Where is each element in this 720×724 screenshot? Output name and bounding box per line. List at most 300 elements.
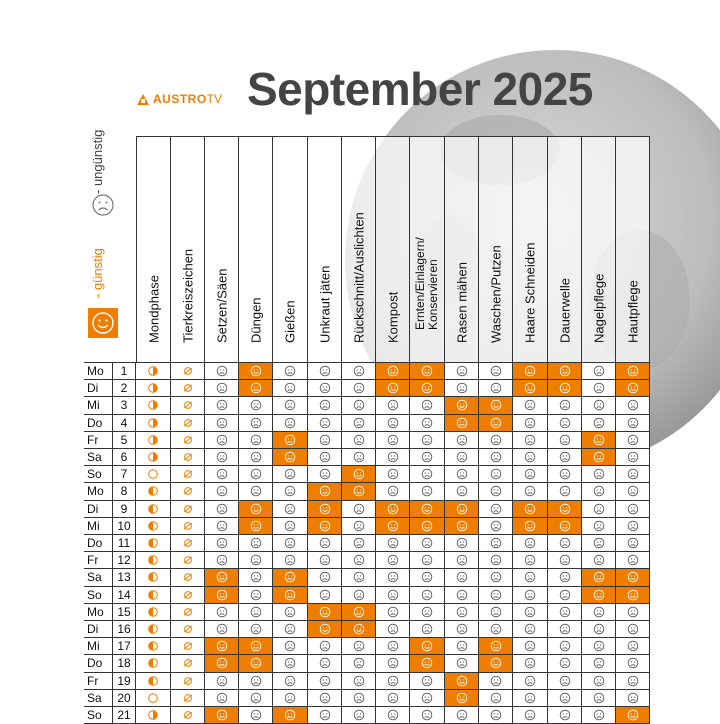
smiley-happy-icon: [376, 518, 410, 535]
smiley-happy-icon: [410, 363, 445, 380]
column-header-label: Nagelpflege: [591, 273, 606, 343]
smiley-sad-icon: [273, 690, 308, 707]
smiley-sad-icon: [445, 569, 479, 586]
smiley-sad-icon: [513, 449, 548, 466]
column-header-10: [445, 136, 479, 362]
page-title: September 2025: [247, 63, 593, 115]
smiley-sad-icon: [410, 673, 445, 690]
smiley-happy-icon: [445, 690, 479, 707]
column-header-6: [308, 136, 342, 362]
row-day-number: 1: [113, 363, 136, 380]
smiley-sad-icon: [513, 415, 548, 432]
smiley-sad-icon: [616, 415, 650, 432]
smiley-sad-icon: [376, 655, 410, 672]
smiley-sad-icon: [308, 638, 342, 655]
smiley-happy-icon: [205, 587, 239, 604]
column-header-label: Düngen: [248, 297, 263, 343]
smiley-sad-icon: [445, 621, 479, 638]
smiley-sad-icon: [342, 638, 376, 655]
legend-favorable-swatch: [88, 308, 118, 338]
cancer-icon: [171, 655, 205, 672]
column-header-label: Tierkreiszeichen: [180, 248, 195, 343]
smiley-happy-icon: [376, 380, 410, 397]
row-weekday: So: [84, 707, 113, 724]
smiley-happy-icon: [513, 380, 548, 397]
capricorn-icon: [171, 432, 205, 449]
smiley-sad-icon: [342, 432, 376, 449]
smiley-sad-icon: [582, 415, 616, 432]
smiley-sad-icon: [205, 449, 239, 466]
smiley-sad-icon: [376, 707, 410, 724]
smiley-sad-icon: [205, 483, 239, 500]
brand-name-tv: TV: [206, 92, 223, 106]
moon-phase-waning-icon: [136, 518, 171, 535]
smiley-happy-icon: [239, 363, 273, 380]
row-day-number: 2: [113, 380, 136, 397]
gemini-icon: [171, 621, 205, 638]
smiley-sad-icon: [342, 655, 376, 672]
smiley-sad-icon: [205, 535, 239, 552]
moon-phase-waning-icon: [136, 621, 171, 638]
cancer-icon: [171, 638, 205, 655]
smiley-sad-icon: [445, 604, 479, 621]
smiley-sad-icon: [273, 380, 308, 397]
smiley-sad-icon: [308, 690, 342, 707]
row-weekday: Do: [84, 415, 113, 432]
smiley-sad-icon: [548, 483, 582, 500]
smiley-sad-icon: [582, 466, 616, 483]
smiley-happy-icon: [582, 432, 616, 449]
smiley-happy-icon: [239, 518, 273, 535]
smiley-sad-icon: [582, 380, 616, 397]
moon-phase-waning-icon: [136, 638, 171, 655]
sagittarius-icon: [171, 415, 205, 432]
smiley-sad-icon: [308, 449, 342, 466]
smiley-sad-icon: [410, 552, 445, 569]
smiley-happy-icon: [239, 638, 273, 655]
smiley-sad-icon: [342, 449, 376, 466]
row-weekday: Sa: [84, 690, 113, 707]
smiley-sad-icon: [239, 552, 273, 569]
smiley-happy-icon: [205, 707, 239, 724]
row-weekday: Mi: [84, 638, 113, 655]
smiley-happy-icon: [410, 655, 445, 672]
smiley-sad-icon: [513, 535, 548, 552]
smiley-sad-icon: [445, 432, 479, 449]
smiley-sad-icon: [273, 501, 308, 518]
smiley-sad-icon: [445, 380, 479, 397]
smiley-sad-icon: [410, 707, 445, 724]
smiley-happy-icon: [410, 518, 445, 535]
smiley-sad-icon: [513, 432, 548, 449]
smiley-sad-icon: [342, 587, 376, 604]
smiley-happy-icon: [308, 518, 342, 535]
smiley-sad-icon: [273, 638, 308, 655]
smiley-sad-icon: [205, 552, 239, 569]
smiley-sad-icon: [342, 415, 376, 432]
row-day-number: 14: [113, 587, 136, 604]
smiley-sad-icon: [616, 655, 650, 672]
smiley-sad-icon: [548, 604, 582, 621]
column-header-label: Kompost: [385, 291, 400, 343]
smiley-happy-icon: [616, 707, 650, 724]
smiley-sad-icon: [376, 415, 410, 432]
smiley-sad-icon: [513, 604, 548, 621]
virgo-icon: [171, 707, 205, 724]
row-day-number: 17: [113, 638, 136, 655]
smiley-sad-icon: [342, 518, 376, 535]
smiley-sad-icon: [582, 673, 616, 690]
smiley-sad-icon: [308, 587, 342, 604]
smiley-sad-icon: [616, 466, 650, 483]
smiley-happy-icon: [548, 501, 582, 518]
smiley-happy-icon: [342, 621, 376, 638]
smiley-happy-icon: [479, 397, 513, 414]
smiley-sad-icon: [513, 638, 548, 655]
column-header-9: [410, 136, 445, 362]
smiley-sad-icon: [445, 466, 479, 483]
row-day-number: 20: [113, 690, 136, 707]
smiley-sad-icon: [513, 655, 548, 672]
smiley-sad-icon: [479, 707, 513, 724]
smiley-sad-icon: [410, 604, 445, 621]
smiley-sad-icon: [205, 363, 239, 380]
scorpio-icon: [171, 380, 205, 397]
moon-phase-waning-icon: [136, 655, 171, 672]
smiley-sad-icon: [548, 673, 582, 690]
moon-phase-waxing-icon: [136, 432, 171, 449]
aquarius-icon: [171, 466, 205, 483]
smiley-sad-icon: [548, 397, 582, 414]
column-header-label: Hautpflege: [625, 280, 640, 343]
smiley-sad-icon: [479, 363, 513, 380]
smiley-sad-icon: [239, 466, 273, 483]
row-day-number: 6: [113, 449, 136, 466]
moon-phase-waning-icon: [136, 604, 171, 621]
smiley-sad-icon: [548, 552, 582, 569]
smiley-sad-icon: [376, 397, 410, 414]
moon-phase-waning-icon: [136, 552, 171, 569]
smiley-happy-icon: [376, 501, 410, 518]
row-weekday: Fr: [84, 432, 113, 449]
smiley-sad-icon: [205, 518, 239, 535]
column-header-14: [582, 136, 616, 362]
row-weekday: Do: [84, 655, 113, 672]
smiley-sad-icon: [308, 415, 342, 432]
smiley-sad-icon: [548, 638, 582, 655]
smiley-sad-icon: [479, 673, 513, 690]
row-day-number: 10: [113, 518, 136, 535]
smiley-sad-icon: [239, 707, 273, 724]
moon-phase-waxing-icon: [136, 397, 171, 414]
smiley-sad-icon: [582, 552, 616, 569]
smiley-happy-icon: [513, 501, 548, 518]
smiley-sad-icon: [239, 432, 273, 449]
smiley-happy-icon: [239, 380, 273, 397]
moon-phase-waning-icon: [136, 501, 171, 518]
smiley-sad-icon: [205, 415, 239, 432]
smiley-sad-icon: [342, 363, 376, 380]
smiley-sad-icon: [582, 604, 616, 621]
smiley-sad-icon: [513, 673, 548, 690]
smiley-sad-icon: [513, 690, 548, 707]
smiley-sad-icon: [410, 535, 445, 552]
smiley-happy-icon: [342, 466, 376, 483]
row-day-number: 21: [113, 707, 136, 724]
smiley-sad-icon: [308, 535, 342, 552]
smiley-sad-icon: [376, 690, 410, 707]
smiley-sad-icon: [239, 621, 273, 638]
smiley-sad-icon: [548, 690, 582, 707]
smiley-sad-icon: [239, 673, 273, 690]
legend-unfavorable-label: - ungünstig: [90, 129, 105, 194]
smiley-sad-icon: [548, 655, 582, 672]
smiley-happy-icon: [616, 587, 650, 604]
aries-icon: [171, 552, 205, 569]
smiley-sad-icon: [513, 466, 548, 483]
column-header-label: Unkraut jäten: [317, 265, 332, 343]
smiley-happy-icon: [445, 673, 479, 690]
smiley-sad-icon: [445, 552, 479, 569]
row-weekday: So: [84, 466, 113, 483]
smiley-sad-icon: [239, 604, 273, 621]
smiley-happy-icon: [479, 638, 513, 655]
smiley-sad-icon: [616, 432, 650, 449]
smiley-happy-icon: [582, 569, 616, 586]
pisces-icon: [171, 501, 205, 518]
smiley-sad-icon: [376, 569, 410, 586]
smiley-happy-icon: [273, 449, 308, 466]
smiley-sad-icon: [582, 483, 616, 500]
smiley-sad-icon: [273, 604, 308, 621]
moon-phase-waning-icon: [136, 587, 171, 604]
smiley-happy-icon: [445, 397, 479, 414]
smiley-sad-icon: [513, 587, 548, 604]
smiley-sad-icon: [376, 552, 410, 569]
row-day-number: 3: [113, 397, 136, 414]
smiley-sad-icon: [239, 415, 273, 432]
smiley-sad-icon: [410, 449, 445, 466]
smiley-sad-icon: [273, 466, 308, 483]
smiley-sad-icon: [582, 363, 616, 380]
smiley-sad-icon: [205, 690, 239, 707]
aquarius-icon: [171, 483, 205, 500]
smiley-sad-icon: [410, 483, 445, 500]
smiley-sad-icon: [376, 638, 410, 655]
smiley-happy-icon: [205, 569, 239, 586]
row-weekday: Mi: [84, 518, 113, 535]
smiley-sad-icon: [479, 604, 513, 621]
column-header-label: Ernten/Einlagern/ Konservieren: [413, 237, 440, 330]
smiley-sad-icon: [205, 397, 239, 414]
smiley-sad-icon: [308, 466, 342, 483]
smiley-sad-icon: [445, 363, 479, 380]
smiley-sad-icon: [239, 397, 273, 414]
sagittarius-icon: [171, 397, 205, 414]
row-weekday: Fr: [84, 552, 113, 569]
smiley-sad-icon: [239, 569, 273, 586]
smiley-happy-icon: [273, 587, 308, 604]
row-weekday: Sa: [84, 449, 113, 466]
moon-phase-waxing-icon: [136, 415, 171, 432]
smiley-sad-icon: [308, 707, 342, 724]
smiley-sad-icon: [308, 380, 342, 397]
smiley-sad-icon: [205, 673, 239, 690]
moon-phase-waxing-icon: [136, 380, 171, 397]
column-header-label: Gießen: [282, 300, 298, 343]
row-weekday: Mi: [84, 397, 113, 414]
smiley-sad-icon: [445, 535, 479, 552]
smiley-sad-icon: [479, 569, 513, 586]
smiley-sad-icon: [410, 569, 445, 586]
column-header-7: [342, 136, 376, 362]
smiley-sad-icon: [308, 397, 342, 414]
column-header-label: Rückschnitt/Auslichten: [351, 212, 366, 343]
smiley-sad-icon: [410, 466, 445, 483]
smiley-sad-icon: [410, 432, 445, 449]
smiley-sad-icon: [273, 483, 308, 500]
smiley-sad-icon: [445, 638, 479, 655]
smiley-sad-icon: [205, 621, 239, 638]
row-day-number: 16: [113, 621, 136, 638]
legend: [84, 100, 124, 342]
smiley-sad-icon: [479, 380, 513, 397]
smiley-sad-icon: [273, 397, 308, 414]
smiley-sad-icon: [616, 690, 650, 707]
smiley-happy-icon: [205, 638, 239, 655]
smiley-sad-icon: [616, 638, 650, 655]
smiley-sad-icon: [376, 432, 410, 449]
row-day-number: 15: [113, 604, 136, 621]
moon-phase-full-icon: [136, 466, 171, 483]
smiley-sad-icon: [205, 380, 239, 397]
row-day-number: 9: [113, 501, 136, 518]
moon-phase-new-icon: [136, 690, 171, 707]
smiley-sad-icon: [445, 587, 479, 604]
pisces-icon: [171, 518, 205, 535]
smiley-sad-icon: [205, 466, 239, 483]
smiley-sad-icon: [90, 192, 116, 218]
smiley-sad-icon: [410, 690, 445, 707]
smiley-sad-icon: [548, 621, 582, 638]
legend-favorable-label: - günstig: [90, 248, 105, 298]
brand-name: AUSTRO: [153, 92, 207, 106]
smiley-happy-icon: [548, 380, 582, 397]
smiley-sad-icon: [479, 621, 513, 638]
smiley-happy-icon: [273, 432, 308, 449]
smiley-sad-icon: [239, 587, 273, 604]
smiley-sad-icon: [513, 707, 548, 724]
smiley-sad-icon: [342, 397, 376, 414]
smiley-sad-icon: [582, 655, 616, 672]
row-day-number: 8: [113, 483, 136, 500]
smiley-sad-icon: [548, 535, 582, 552]
smiley-sad-icon: [479, 587, 513, 604]
smiley-sad-icon: [479, 483, 513, 500]
smiley-sad-icon: [582, 638, 616, 655]
taurus-icon: [171, 587, 205, 604]
column-header-4: [239, 136, 273, 362]
moon-phase-waning-icon: [136, 535, 171, 552]
smiley-sad-icon: [548, 587, 582, 604]
column-header-label: Haare Schneiden: [522, 242, 538, 343]
moon-phase-waxing-icon: [136, 363, 171, 380]
smiley-happy-icon: [205, 655, 239, 672]
smiley-sad-icon: [445, 707, 479, 724]
smiley-sad-icon: [342, 380, 376, 397]
smiley-happy-icon: [616, 380, 650, 397]
smiley-sad-icon: [376, 449, 410, 466]
moon-phase-waxing-icon: [136, 707, 171, 724]
smiley-sad-icon: [239, 690, 273, 707]
smiley-sad-icon: [582, 397, 616, 414]
smiley-sad-icon: [479, 466, 513, 483]
smiley-sad-icon: [582, 501, 616, 518]
smiley-happy-icon: [445, 501, 479, 518]
smiley-sad-icon: [342, 690, 376, 707]
smiley-happy-icon: [410, 638, 445, 655]
smiley-sad-icon: [548, 415, 582, 432]
smiley-sad-icon: [616, 552, 650, 569]
column-header-5: [273, 136, 308, 362]
smiley-sad-icon: [513, 552, 548, 569]
column-header-15: [616, 136, 650, 362]
smiley-sad-icon: [342, 569, 376, 586]
smiley-sad-icon: [582, 518, 616, 535]
smiley-sad-icon: [239, 449, 273, 466]
column-header-13: [548, 136, 582, 362]
row-day-number: 5: [113, 432, 136, 449]
smiley-sad-icon: [273, 363, 308, 380]
smiley-happy-icon: [308, 621, 342, 638]
smiley-sad-icon: [273, 655, 308, 672]
leo-icon: [171, 673, 205, 690]
smiley-sad-icon: [616, 535, 650, 552]
smiley-sad-icon: [616, 483, 650, 500]
smiley-happy-icon: [342, 483, 376, 500]
row-day-number: 19: [113, 673, 136, 690]
leo-icon: [171, 690, 205, 707]
smiley-sad-icon: [445, 655, 479, 672]
column-header-label: Mondphase: [146, 275, 161, 343]
smiley-happy-icon: [513, 518, 548, 535]
smiley-happy-icon: [582, 587, 616, 604]
smiley-sad-icon: [479, 690, 513, 707]
smiley-sad-icon: [548, 466, 582, 483]
smiley-sad-icon: [273, 621, 308, 638]
row-weekday: Mo: [84, 363, 113, 380]
smiley-sad-icon: [273, 535, 308, 552]
smiley-sad-icon: [513, 483, 548, 500]
smiley-happy-icon: [410, 380, 445, 397]
smiley-sad-icon: [445, 449, 479, 466]
taurus-icon: [171, 569, 205, 586]
smiley-sad-icon: [308, 432, 342, 449]
smiley-sad-icon: [376, 673, 410, 690]
smiley-sad-icon: [548, 449, 582, 466]
smiley-sad-icon: [479, 501, 513, 518]
smiley-happy-icon: [548, 518, 582, 535]
smiley-sad-icon: [342, 501, 376, 518]
smiley-sad-icon: [273, 673, 308, 690]
smiley-sad-icon: [205, 501, 239, 518]
smiley-sad-icon: [582, 690, 616, 707]
row-day-number: 4: [113, 415, 136, 432]
row-weekday: Di: [84, 380, 113, 397]
row-weekday: Do: [84, 535, 113, 552]
smiley-sad-icon: [616, 501, 650, 518]
row-weekday: Mo: [84, 483, 113, 500]
